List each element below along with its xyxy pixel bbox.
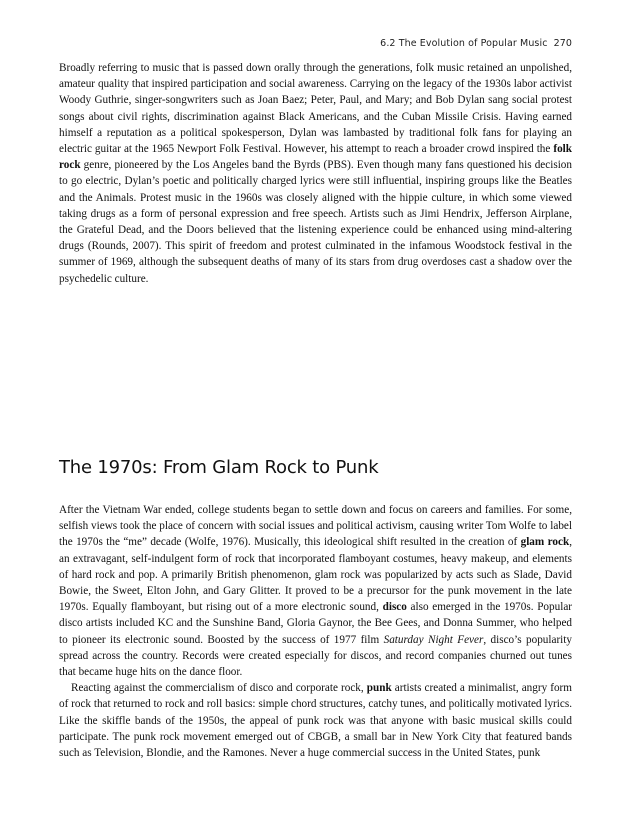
section-heading: The 1970s: From Glam Rock to Punk (59, 457, 379, 478)
running-header-section: 6.2 The Evolution of Popular Music (380, 38, 548, 49)
film-title: Saturday Night Fever (383, 633, 484, 646)
running-header (59, 38, 572, 49)
paragraph-glam-disco (59, 502, 572, 680)
section-text-block (59, 502, 572, 761)
paragraph-punk (59, 680, 572, 761)
paragraph-folk-music (59, 60, 572, 287)
paragraph-text: also emerged in the 1970s. Popular disco artists included KC and the Sunshine Band, Gloria Gaynor, the Bee Gees, and Donna Summer, who helped to pioneer its electronic sound. Boosted by the success of 1977 film (59, 601, 573, 646)
paragraph-text: , disco’s popularity spread across the country. Records were created especially for discos, and record companies churned out tunes that became huge hits on the dance floor. (59, 633, 572, 679)
paragraph-text: After the Vietnam War ended, college students began to settle down and focus on careers and families. For some, selfish views took the place of concern with social issues and political activism, causing writer Tom Wolfe to label the 1970s the “me” decade (Wolfe, 1976). Musically, this ideological shift resulted in the creation of (59, 504, 572, 549)
intro-text-block (59, 60, 572, 287)
key-term-folk-rock: folk rock (59, 143, 572, 172)
paragraph-text: , an extravagant, self-indulgent form of rock that incorporated flamboyant costumes, heavy makeup, and elements of hard rock and pop. A primarily British phenomenon, glam rock was popularized by acts such as Slade, David Bowie, the Sweet, Elton John, and Gary Glitter. It proved to be a precursor for the punk movement in the late 1970s. Equally flamboyant, but rising out of a more electronic sound, (59, 536, 572, 614)
key-term-punk: punk (366, 682, 392, 695)
key-term-glam-rock: glam rock (520, 536, 570, 549)
page-number: 270 (553, 38, 572, 49)
paragraph-text: Reacting against the commercialism of disco and corporate rock, (71, 682, 367, 695)
paragraph-text: genre, pioneered by the Los Angeles band the Byrds (PBS). Even though many fans questioned his decision to go electric, Dylan’s poetic and politically charged lyrics were still influential, inspiring groups like the Beatles and the Animals. Protest music in the 1960s was closely aligned with the hippie culture, in which some viewed taking drugs as a form of personal expression and free speech. Artists such as Jimi Hendrix, Jefferson Airplane, the Grateful Dead, and the Doors believed that the listening experience could be enhanced using mind-altering drugs (Rounds, 2007). This spirit of freedom and protest culminated in the infamous Woodstock festival in the summer of 1969, although the subsequent deaths of many of its stars from drug overdoses cast a shadow over the psychedelic culture. (59, 159, 572, 285)
paragraph-text: artists created a minimalist, angry form of rock that returned to rock and roll basics: simple chord structures, catchy tunes, and politically motivated lyrics. Like the skiffle bands of the 1950s, the appeal of punk rock was that anyone with basic musical skills could participate. The punk rock movement emerged out of CBGB, a small bar in New York City that featured bands such as Television, Blondie, and the Ramones. Never a huge commercial success in the United States, punk (59, 682, 572, 760)
paragraph-text: Broadly referring to music that is passed down orally through the generations, folk music retained an unpolished, amateur quality that inspired participation and social awareness. Carrying on the legacy of the 1930s labor activist Woody Guthrie, singer-songwriters such as Joan Baez; Peter, Paul, and Mary; and Bob Dylan sang social protest songs about civil rights, discrimination against Black Americans, and the Cuban Missile Crisis. Having earned himself a reputation as a political spokesperson, Dylan was lambasted by traditional folk fans for playing an electric guitar at the 1965 Newport Folk Festival. However, his attempt to reach a broader crowd inspired the (59, 62, 572, 156)
key-term-disco: disco (382, 601, 407, 614)
